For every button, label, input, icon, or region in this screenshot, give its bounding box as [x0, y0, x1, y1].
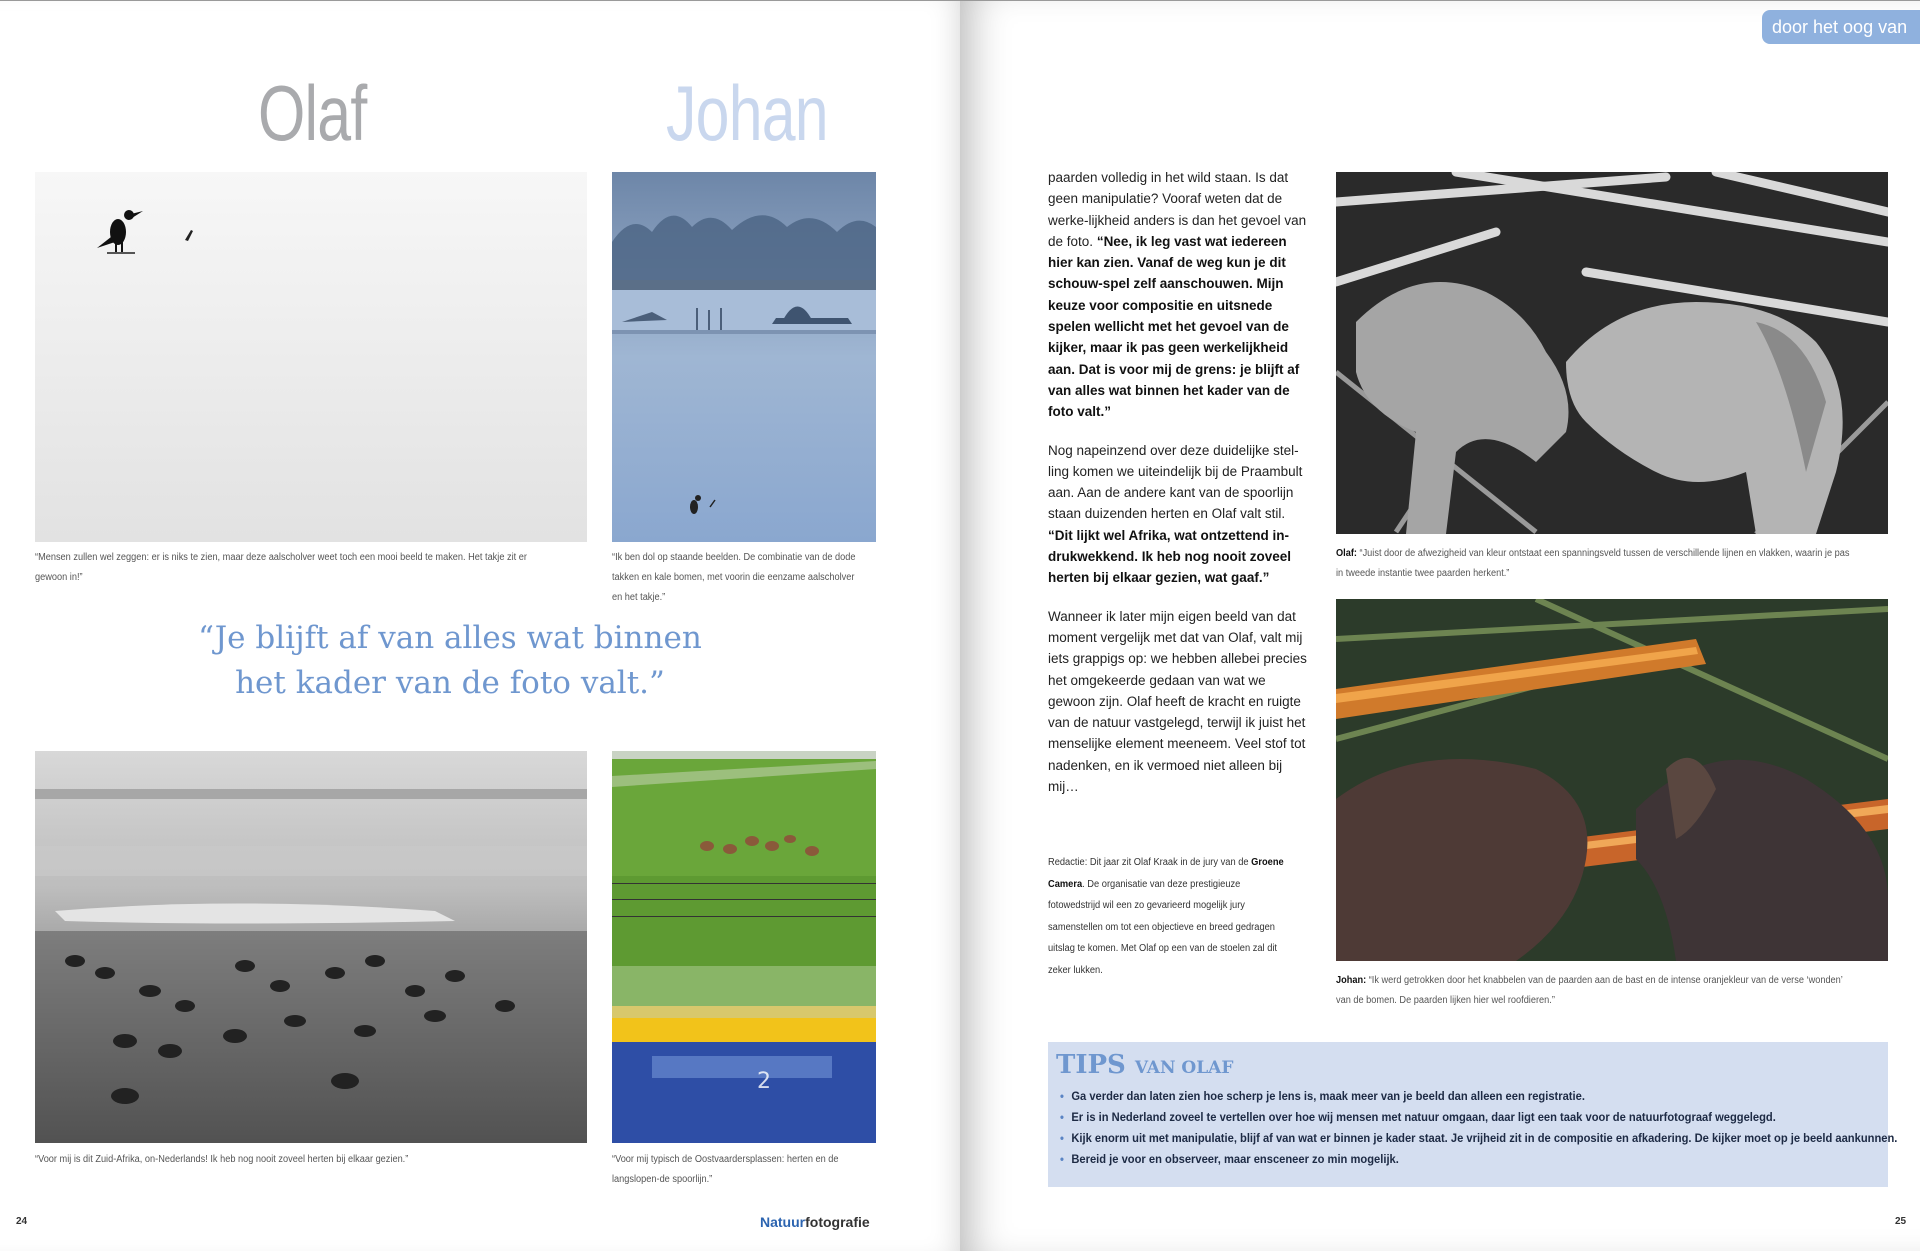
body-paragraph-2 [1048, 440, 1310, 589]
body-paragraph-3: Wanneer ik later mijn eigen beeld van dat moment vergelijk met dat van Olaf, valt mij iets grappigs op: we hebben allebei precies het omgekeerde gedaan van wat we gewoon zijn. Olaf heeft de kracht en ruigte van de natuur vastgelegd, terwijl ik juist het menselijke element meeneem. Veel stof tot nadenken, en ik vermoed niet alleen bij mij… [1048, 608, 1307, 795]
page-number-left: 24 [16, 1216, 28, 1227]
photo-horses-johan [1336, 599, 1888, 961]
photographer-name-johan: Johan [666, 69, 828, 157]
body-paragraph-1 [1048, 167, 1310, 423]
photo-deer-johan [612, 751, 876, 1143]
tip-item: • Ga verder dan laten zien hoe scherp je lens is, maak meer van je beeld dan alleen een registratie. [1060, 1086, 1823, 1107]
caption-horses-johan [1336, 971, 1851, 1011]
right-page [960, 0, 1920, 1251]
body-paragraph-1-quote: “Nee, ik leg vast wat iedereen hier kan zien. Vanaf de weg kun je dit schouw-spel zelf aanschouwen. Mijn keuze voor compositie en uitsnede spelen wellicht met het gevoel van de kijker, maar ik pas geen werkelijkheid aan. Dat is voor mij de grens: je blijft af van alles wat binnen het kader van de foto valt.” [1048, 233, 1300, 420]
caption-deer-johan: “Voor mij typisch de Oostvaardersplassen: herten en de langslopen-de spoorlijn.” [612, 1154, 839, 1185]
tip-item: • Er is in Nederland zoveel te vertellen over hoe wij mensen met natuur omgaan, daar ligt een taak voor de natuurfotograaf weggelegd. [1060, 1107, 1823, 1128]
page-number-right: 25 [1895, 1216, 1907, 1227]
editorial-note-pre: Redactie: Dit jaar zit Olaf Kraak in de jury van de [1048, 857, 1252, 868]
caption-horses-olaf-text: “Juist door de afwezigheid van kleur ontstaat een spanningsveld tussen de verschillende lijnen en vlakken, waarin je pas in tweede instantie twee paarden herkent.” [1336, 548, 1850, 579]
caption-horses-johan-name: Johan: [1336, 975, 1367, 986]
top-border [0, 0, 960, 1]
photo-cormorant-johan [612, 172, 876, 542]
tips-title-main: TIPS [1056, 1050, 1126, 1080]
tips-title [1056, 1050, 1233, 1080]
pull-quote-line-1: “Je blijft af van alles wat binnen [198, 620, 702, 656]
tip-item: • Bereid je voor en observeer, maar ensceneer zo min mogelijk. [1060, 1149, 1823, 1170]
caption-cormorant-olaf: “Mensen zullen wel zeggen: er is niks te zien, maar deze aalscholver weet toch een mooi beeld te maken. Het takje zit er gewoon in!” [35, 552, 527, 583]
tips-title-sub: VAN OLAF [1134, 1058, 1234, 1078]
caption-horses-olaf [1336, 544, 1851, 584]
photo-horses-olaf [1336, 172, 1888, 534]
photographer-name-olaf: Olaf [258, 69, 367, 157]
pull-quote-line-2: het kader van de foto valt.” [235, 665, 665, 701]
brand-part-1: Natuur [760, 1214, 806, 1230]
body-paragraph-1-text: paarden volledig in het wild staan. Is dat geen manipulatie? Vooraf weten dat de werke-lijkheid anders is dan het gevoel van de foto. [1048, 170, 1307, 249]
section-tab: door het oog van [1762, 10, 1920, 44]
tip-item: • Kijk enorm uit met manipulatie, blijf af van wat er binnen je kader staat. Je vrijheid zit in de compositie en afkadering. De kijker moet op je beeld aankunnen. [1060, 1128, 1823, 1149]
photo-cormorant-olaf [35, 172, 587, 542]
tips-box [1048, 1042, 1898, 1187]
editorial-note-post: . De organisatie van deze prestigieuze fotowedstrijd wil een zo gevarieerd mogelijk jury samenstellen om tot een objectieve en breed gedragen uitslag te komen. Met Olaf op een van de stoelen zal dit zeker lukken. [1048, 878, 1278, 976]
body-paragraph-2-quote: “Dit lijkt wel Afrika, wat ontzettend in-drukwekkend. Ik heb nog nooit zoveel herten bij elkaar gezien, wat gaaf.” [1048, 527, 1292, 586]
photo-deer-olaf [35, 751, 587, 1143]
pull-quote [120, 616, 780, 706]
magazine-brand [760, 1214, 870, 1230]
caption-cormorant-johan: “Ik ben dol op staande beelden. De combinatie van de dode takken en kale bomen, met voorin die eenzame aalscholver en het takje.” [612, 552, 856, 603]
article-body [1048, 167, 1310, 814]
editorial-note [1048, 852, 1292, 981]
tips-list [1060, 1086, 1898, 1170]
top-border [960, 0, 1920, 1]
body-paragraph-2-text: Nog napeinzend over deze duidelijke stel-ling komen we uiteindelijk bij de Praambult aan. Aan de andere kant van de spoorlijn staan duizenden herten en Olaf valt stil. [1048, 442, 1303, 522]
editorial-note-bold: Groene Camera [1048, 857, 1284, 890]
caption-deer-olaf: “Voor mij is dit Zuid-Afrika, on-Nederlands! Ik heb nog nooit zoveel herten bij elkaar gezien.” [35, 1154, 409, 1165]
svg-text:2: 2 [757, 1069, 771, 1094]
caption-horses-johan-text: “Ik werd getrokken door het knabbelen van de paarden aan de bast en de intense oranjekleur van de verse ‘wonden’ van de bomen. De paarden lijken hier wel roofdieren.” [1336, 975, 1843, 1006]
caption-horses-olaf-name: Olaf: [1336, 548, 1357, 559]
brand-part-2: fotografie [805, 1214, 870, 1230]
